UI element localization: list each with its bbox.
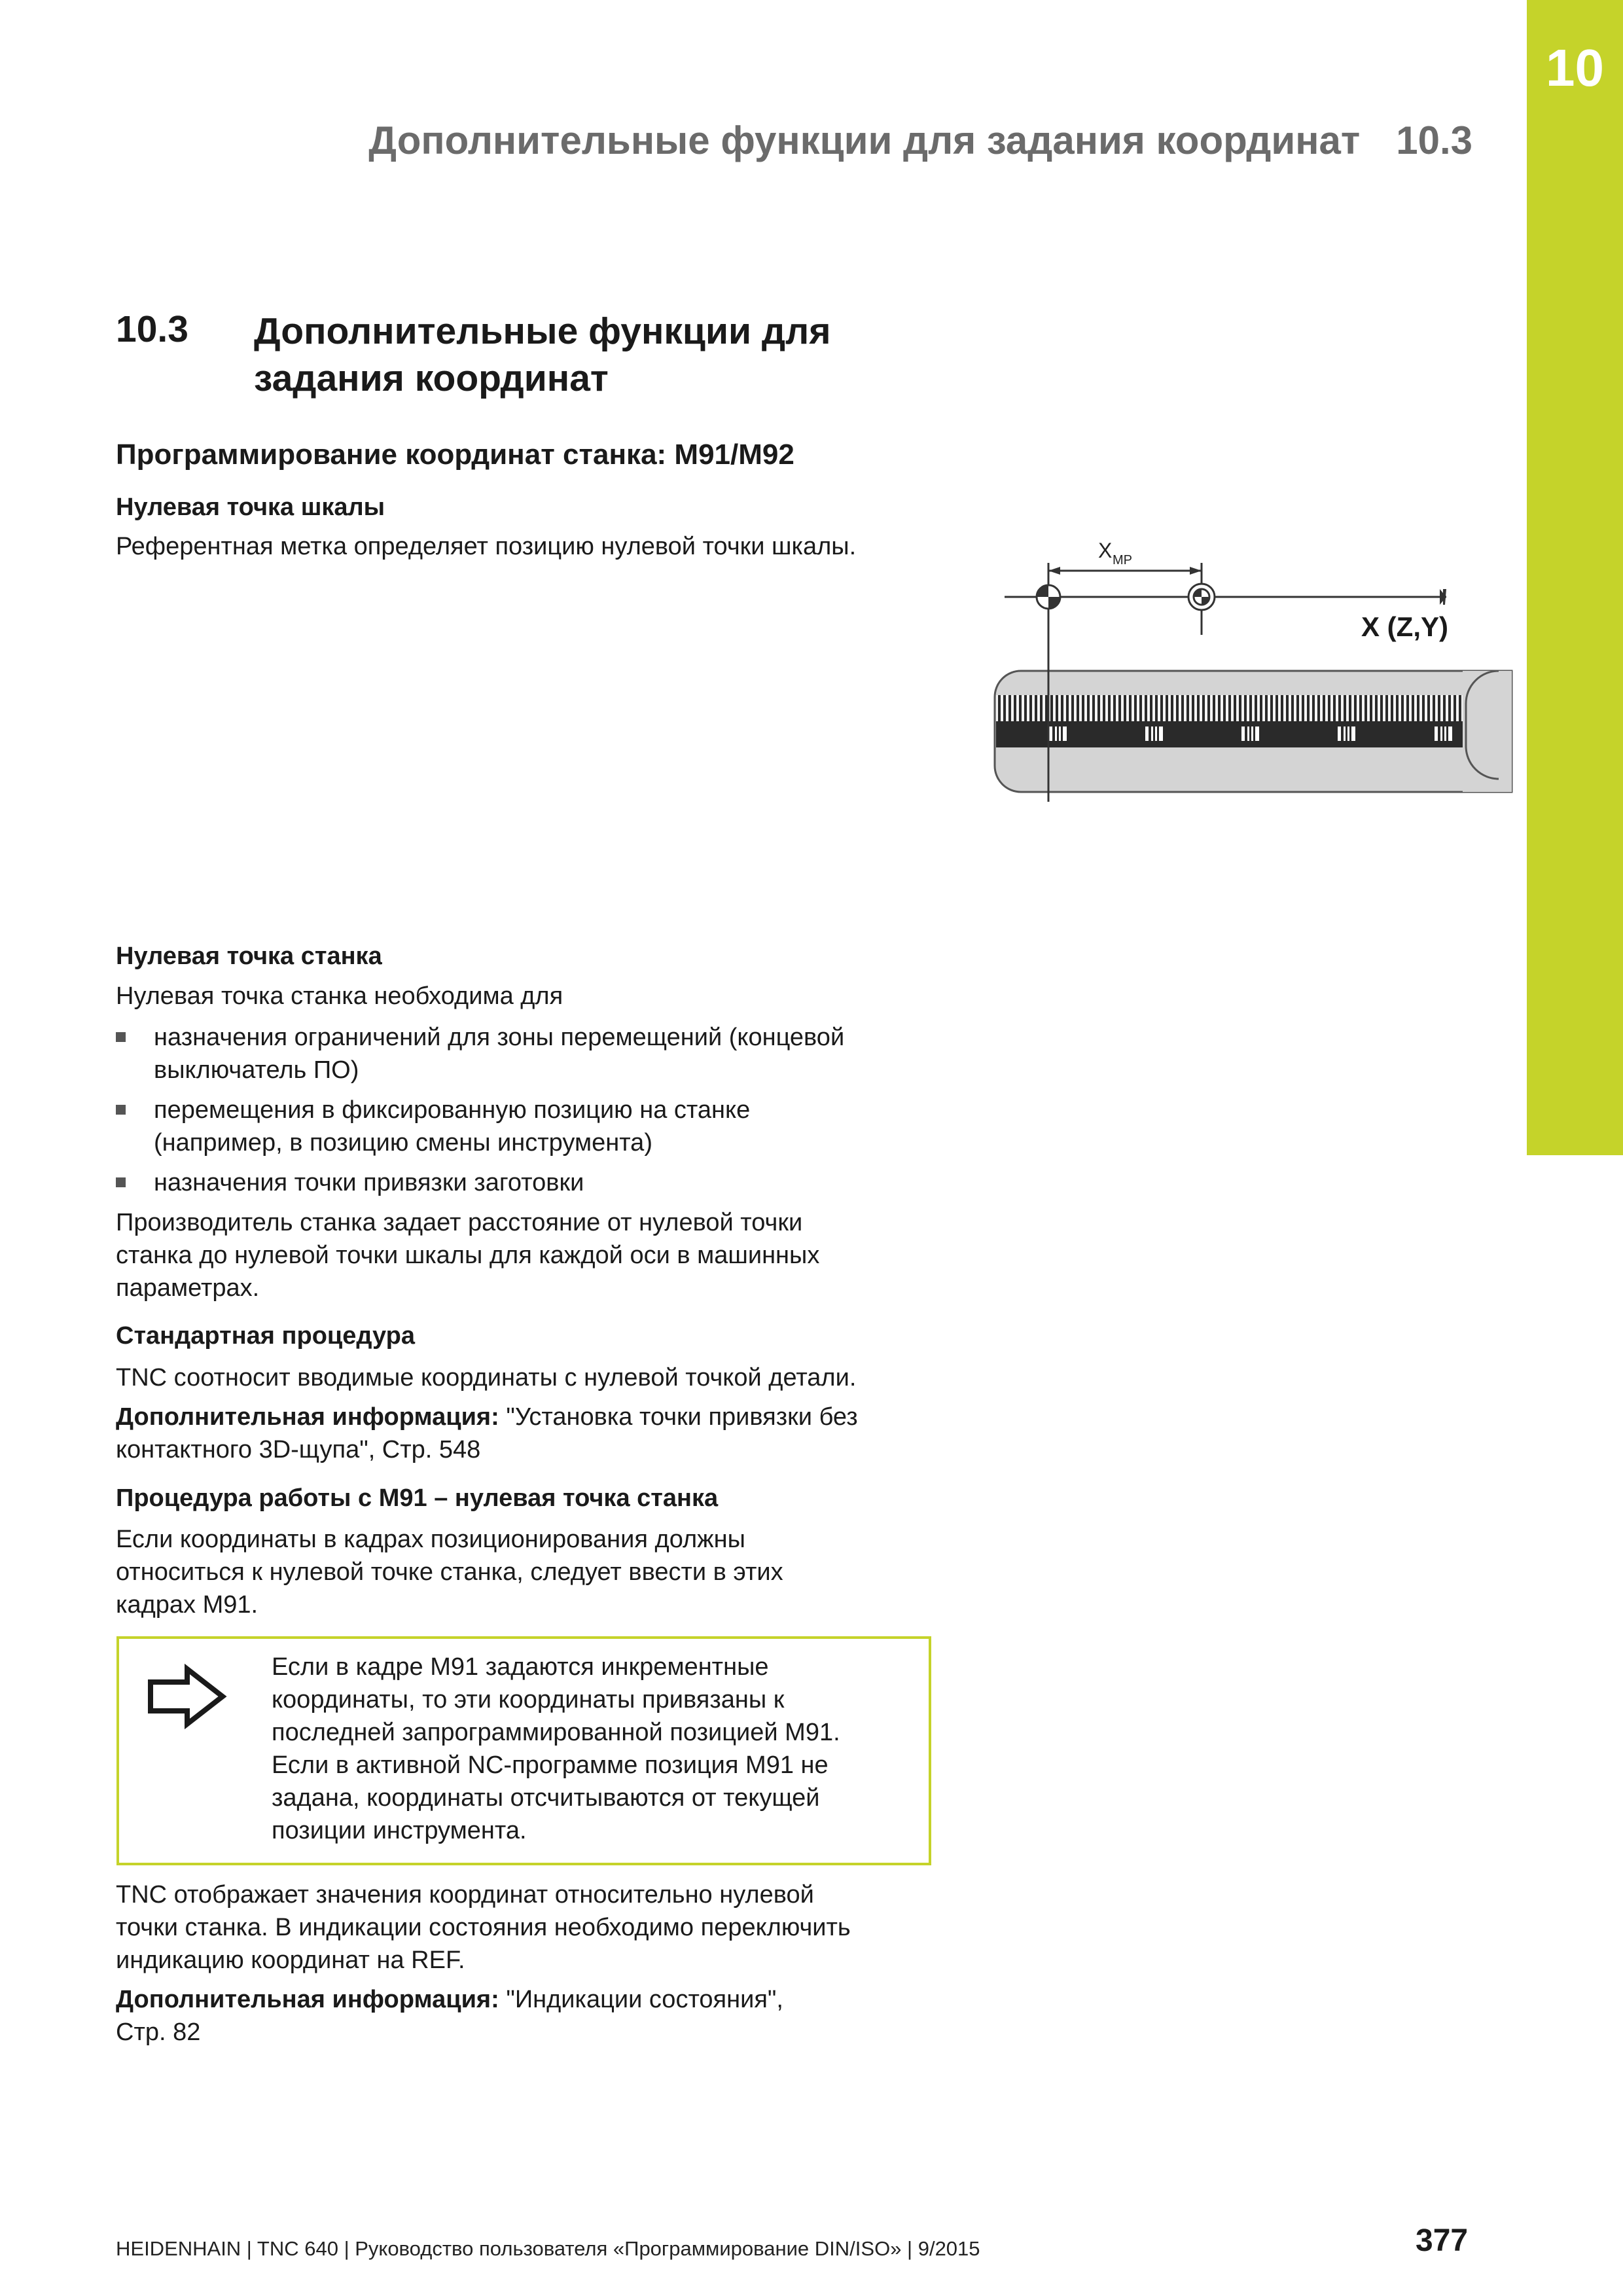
note-line: задана, координаты отсчитываются от текущей bbox=[272, 1784, 820, 1812]
section-title-line: Дополнительные функции для bbox=[254, 310, 831, 352]
paragraph-line: Если координаты в кадрах позиционирования должны bbox=[116, 1526, 745, 1553]
note-line: координаты, то эти координаты привязаны к bbox=[272, 1686, 785, 1713]
list-item bbox=[116, 1094, 947, 1159]
machine-zero-symbol bbox=[1037, 585, 1060, 609]
reference-point-symbol bbox=[1188, 584, 1215, 610]
running-header-section: 10.3 bbox=[1396, 118, 1472, 162]
section-title-line: задания координат bbox=[254, 357, 609, 399]
paragraph-line: относиться к нулевой точке станка, следует ввести в этих bbox=[116, 1558, 783, 1586]
list-item-text: перемещения в фиксированную позицию на станке bbox=[154, 1096, 751, 1124]
paragraph-line: индикацию координат на REF. bbox=[116, 1946, 465, 1974]
list-item bbox=[116, 1166, 947, 1199]
paragraph-line: станка до нулевой точки шкалы для каждой оси в машинных bbox=[116, 1242, 820, 1269]
standard-text: TNC соотносит вводимые координаты с нулевой точкой детали. bbox=[116, 1364, 857, 1391]
page-number: 377 bbox=[1416, 2223, 1469, 2258]
page-footer: HEIDENHAIN | TNC 640 | Руководство пользователя «Программирование DIN/ISO» | 9/2015 bbox=[116, 2237, 980, 2260]
more-info-label: Дополнительная информация: bbox=[116, 1403, 499, 1431]
dimension-label: X bbox=[1098, 539, 1113, 562]
section-number: 10.3 bbox=[116, 308, 188, 350]
machine-zero-paragraph bbox=[116, 1206, 947, 1304]
more-info-link[interactable]: Стр. 82 bbox=[116, 2018, 201, 2046]
more-info-link[interactable]: контактного 3D-щупа", Стр. 548 bbox=[116, 1436, 481, 1463]
list-item-text: назначения ограничений для зоны перемещений (концевой bbox=[154, 1024, 845, 1051]
axis-label: X (Z,Y) bbox=[1361, 611, 1448, 642]
subsection-title: Программирование координат станка: M91/M92 bbox=[116, 439, 794, 471]
paragraph-line: кадрах M91. bbox=[116, 1591, 259, 1619]
scale-zero-text: Референтная метка определяет позицию нулевой точки шкалы. bbox=[116, 533, 857, 560]
bullet-square-icon bbox=[116, 1032, 126, 1042]
note-line: позиции инструмента. bbox=[272, 1817, 527, 1844]
section-title bbox=[254, 308, 974, 402]
m91-heading: Процедура работы с M91 – нулевая точка станка bbox=[116, 1484, 719, 1512]
list-item-text: (например, в позицию смены инструмента) bbox=[154, 1129, 652, 1157]
scale-zero-heading: Нулевая точка шкалы bbox=[116, 493, 385, 521]
standard-heading: Стандартная процедура bbox=[116, 1322, 415, 1350]
arrow-right-icon bbox=[147, 1664, 228, 1729]
bullet-square-icon bbox=[116, 1177, 126, 1187]
paragraph-line: точки станка. В индикации состояния необходимо переключить bbox=[116, 1914, 851, 1941]
list-item bbox=[116, 1021, 947, 1086]
machine-zero-heading: Нулевая точка станка bbox=[116, 942, 382, 970]
dimension-subscript: MP bbox=[1113, 553, 1132, 567]
list-item-text: выключатель ПО) bbox=[154, 1056, 359, 1084]
display-more-info bbox=[116, 1983, 947, 2049]
list-item-text: назначения точки привязки заготовки bbox=[154, 1169, 584, 1196]
note-box bbox=[116, 1636, 931, 1865]
chapter-tab bbox=[1527, 0, 1623, 1155]
standard-more-info bbox=[116, 1401, 947, 1466]
running-header-title: Дополнительные функции для задания координат bbox=[368, 118, 1361, 162]
more-info-link[interactable]: "Индикации состояния", bbox=[499, 1986, 783, 2013]
bullet-square-icon bbox=[116, 1105, 126, 1115]
paragraph-line: TNC отображает значения координат относительно нулевой bbox=[116, 1881, 814, 1909]
machine-zero-intro: Нулевая точка станка необходима для bbox=[116, 982, 563, 1010]
note-line: последней запрограммированной позицией M91. bbox=[272, 1719, 840, 1746]
machine-zero-list bbox=[116, 1021, 947, 1199]
display-paragraph bbox=[116, 1878, 947, 1977]
note-line: Если в кадре M91 задаются инкрементные bbox=[272, 1653, 769, 1681]
note-text bbox=[272, 1651, 919, 1847]
note-line: Если в активной NC-программе позиция M91 не bbox=[272, 1751, 829, 1779]
running-header bbox=[249, 118, 1472, 163]
more-info-label: Дополнительная информация: bbox=[116, 1986, 499, 2013]
scale-figure bbox=[982, 524, 1518, 805]
paragraph-line: Производитель станка задает расстояние от нулевой точки bbox=[116, 1209, 803, 1236]
m91-paragraph bbox=[116, 1523, 947, 1621]
chapter-number: 10 bbox=[1546, 39, 1604, 97]
more-info-link[interactable]: "Установка точки привязки без bbox=[499, 1403, 858, 1431]
paragraph-line: параметрах. bbox=[116, 1274, 260, 1302]
